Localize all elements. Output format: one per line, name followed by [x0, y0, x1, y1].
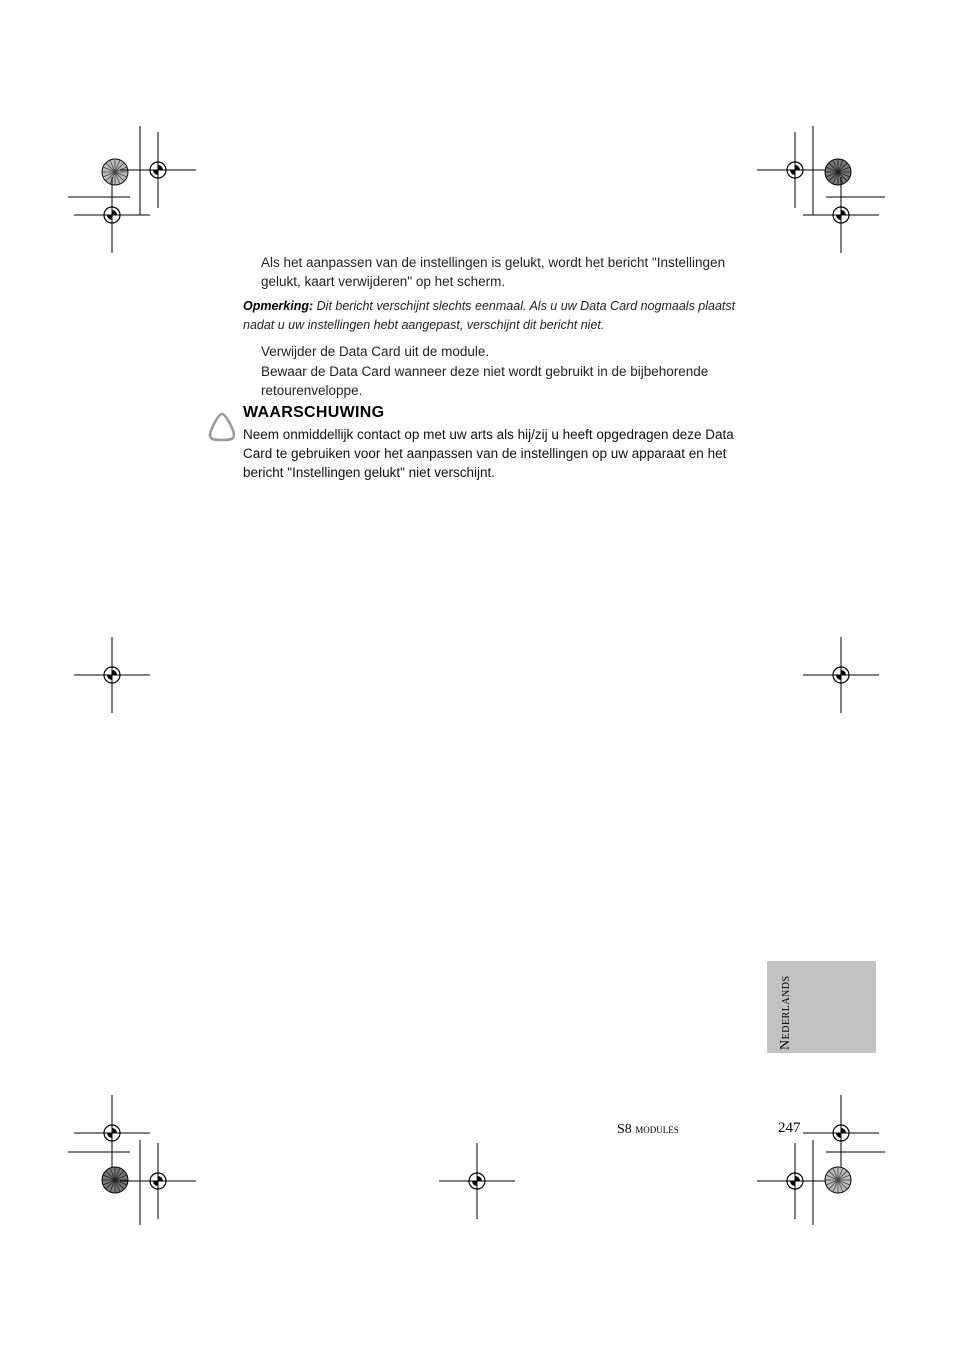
note-label: Opmerking:: [243, 299, 314, 313]
step-store-card: Bewaar de Data Card wanneer deze niet wordt gebruikt in de bijbehorende retourenveloppe.: [261, 364, 709, 398]
footer-product-name: [617, 1121, 679, 1138]
language-tab-label: Nederlands: [778, 975, 793, 1050]
footer-product: S8: [617, 1122, 632, 1137]
footer-section: modules: [635, 1121, 679, 1136]
warning-icon: [206, 411, 238, 448]
step-remove-card: Verwijder de Data Card uit de module.: [261, 344, 490, 359]
page-number: 247: [778, 1120, 801, 1136]
note-text: Dit bericht verschijnt slechts eenmaal. Als u uw Data Card nogmaals plaatst nadat u uw instellingen hebt aangepast, verschijnt dit bericht niet.: [243, 299, 736, 332]
paragraph-settings-success: Als het aanpassen van de instellingen is gelukt, wordt het bericht "Instellingen gelukt, kaart verwijderen" op het scherm.: [261, 255, 726, 289]
warning-title: WAARSCHUWING: [243, 404, 385, 421]
language-tab: [767, 961, 876, 1053]
note-paragraph: [243, 297, 763, 335]
warning-text: Neem onmiddellijk contact op met uw arts als hij/zij u heeft opgedragen deze Data Card te gebruiken voor het aanpassen van de instellingen op uw apparaat en het bericht "Instellingen gelukt" niet verschijnt.: [243, 427, 734, 480]
